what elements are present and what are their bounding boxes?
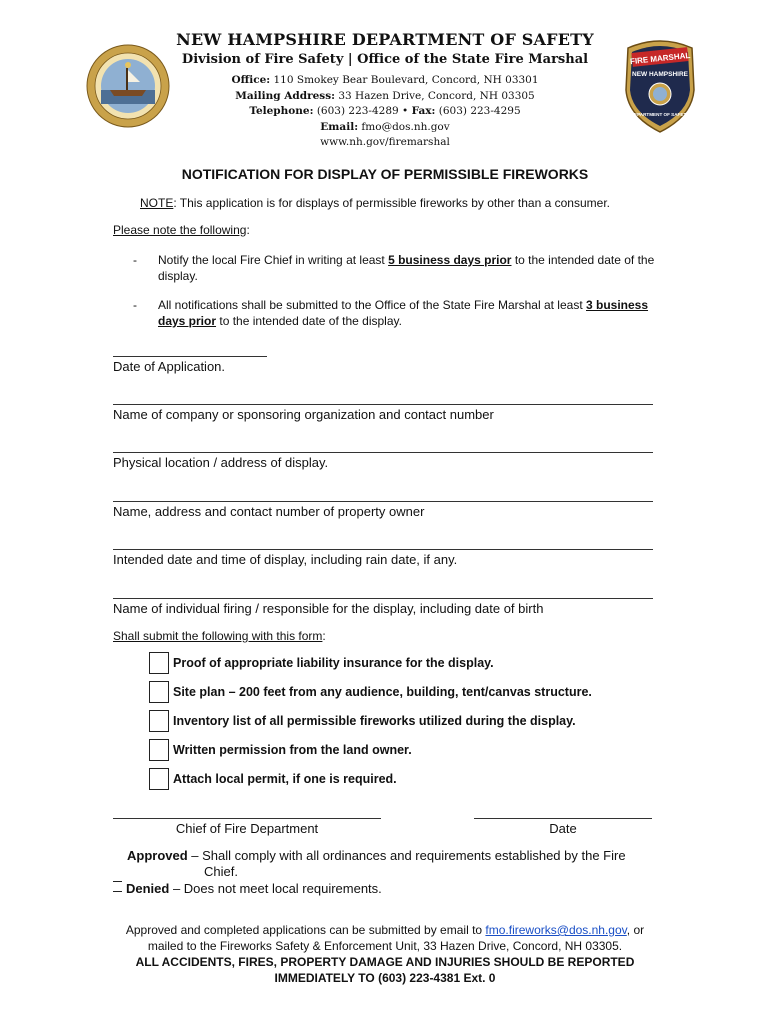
denied-checkbox[interactable] <box>113 881 122 892</box>
department-title: NEW HAMPSHIRE DEPARTMENT OF SAFETY <box>176 30 594 49</box>
property-owner-label: Name, address and contact number of property owner <box>113 504 425 519</box>
checkbox[interactable] <box>149 768 169 790</box>
date-signature-line[interactable] <box>474 818 652 819</box>
badge-state: NEW HAMPSHIRE <box>632 71 688 78</box>
badge-department: DEPARTMENT OF SAFETY <box>630 112 690 117</box>
note: NOTE: This application is for displays of permissible fireworks by other than a consumer. <box>140 196 610 210</box>
badge-title: FIRE MARSHAL <box>629 50 691 67</box>
denied-option: Denied – Does not meet local requirements. <box>113 881 382 896</box>
mailing-address: Mailing Address: 33 Hazen Drive, Concord, NH 03305 <box>235 90 535 102</box>
checkbox[interactable] <box>149 739 169 761</box>
company-name-line[interactable] <box>113 404 653 405</box>
approved-option: Approved – Shall comply with all ordinances and requirements established by the Fire Chief. <box>127 848 626 879</box>
form-page: NEW HAMPSHIRE DEPARTMENT OF SAFETY Division of Fire Safety | Office of the State Fire Marshal Office: 110 Smokey Bear Boulevard, Concord, NH 03301 Mailing Address: 33 Hazen Drive, Concord, NH 03305 Telephone: (603) 223-4289 • Fax: (603) 223-4295 Email: fmo@dos.nh.gov www.nh.gov/firemarshal FIRE MARSHAL NEW HAMPSHIRE DEPARTMENT OF SAFETY NOTIFICATION FOR DISPLAY OF PERMISSIBLE FIREWORKS NOTE: This application is for displays of permissible fireworks by other than a consumer. Please note the following: - Notify the local Fire Chief in writing at least 5 business days prior to the intended date of the display. - All notifications shall be submitted to the Office of the State Fire Marshal at least 3 business days prior to the intended date of the display. Date of Application. Name of company or sponsoring organization and contact number Physical location / address of display. Name, address and contact number of property owner Intended date and time of display, including rain date, if any. Name of individual firing / responsible for the display, including date of birth Shall submit the following with this form: Proof of appropriate liability insurance for the display. Site plan – 200 feet from any audience, building, tent/canvas structure. Inventory list of all permissible fireworks utilized during the display. Written permission from the land owner. Attach local permit, if one is required. Chief of Fire Department Date Approved – Shall comply with all ordinances and requirements established by the Fire Chief. Denied – Does not meet local requirements. Approved and completed applications can be submitted by email to fmo.fireworks@dos.nh.gov, or mailed to the Fireworks Safety & Enforcement Unit, 33 Hazen Drive, Concord, NH 03305. ALL ACCIDENTS, FIRES, PROPERTY DAMAGE AND INJURIES SHOULD BE REPORTED IMMEDIATELY TO (603) 223-4381 Ext. 0 <box>0 0 770 1024</box>
shall-submit-heading: Shall submit the following with this form: <box>113 629 326 643</box>
footer-submission-line: Approved and completed applications can be submitted by email to fmo.fireworks@dos.nh.gov, or <box>125 923 645 937</box>
email-address: Email: fmo@dos.nh.gov <box>320 121 450 133</box>
date-of-application-line[interactable] <box>113 356 267 357</box>
footer-mailing-line: mailed to the Fireworks Safety & Enforcement Unit, 33 Hazen Drive, Concord, NH 03305. <box>147 939 623 953</box>
fireworks-email-link[interactable]: fmo.fireworks@dos.nh.gov <box>485 923 627 937</box>
website: www.nh.gov/firemarshal <box>320 136 450 148</box>
chief-signature-label: Chief of Fire Department <box>175 821 319 836</box>
physical-location-line[interactable] <box>113 452 653 453</box>
footer-report-line: ALL ACCIDENTS, FIRES, PROPERTY DAMAGE AND INJURIES SHOULD BE REPORTED <box>135 955 635 969</box>
display-date-time-line[interactable] <box>113 549 653 550</box>
responsible-individual-line[interactable] <box>113 598 653 599</box>
state-seal-icon <box>86 44 170 128</box>
chief-signature-line[interactable] <box>113 818 381 819</box>
physical-location-label: Physical location / address of display. <box>113 455 329 470</box>
form-title: NOTIFICATION FOR DISPLAY OF PERMISSIBLE FIREWORKS <box>181 166 589 182</box>
fire-marshal-badge-icon <box>620 34 700 134</box>
office-address: Office: 110 Smokey Bear Boulevard, Concord, NH 03301 <box>231 74 539 86</box>
footer-phone-line: IMMEDIATELY TO (603) 223-4381 Ext. 0 <box>274 971 496 985</box>
checkbox[interactable] <box>149 710 169 732</box>
please-note-heading: Please note the following: <box>113 223 250 237</box>
telephone-fax: Telephone: (603) 223-4289 • Fax: (603) 223-4295 <box>249 105 521 117</box>
responsible-individual-label: Name of individual firing / responsible for the display, including date of birth <box>113 601 544 616</box>
footer <box>100 922 670 986</box>
property-owner-line[interactable] <box>113 501 653 502</box>
company-name-label: Name of company or sponsoring organization and contact number <box>113 407 494 422</box>
display-date-time-label: Intended date and time of display, including rain date, if any. <box>113 552 458 567</box>
date-signature-label: Date <box>549 821 577 836</box>
checkbox[interactable] <box>149 681 169 703</box>
date-of-application-label: Date of Application. <box>113 359 226 374</box>
checkbox[interactable] <box>149 652 169 674</box>
division-subtitle: Division of Fire Safety | Office of the State Fire Marshal <box>181 52 589 67</box>
